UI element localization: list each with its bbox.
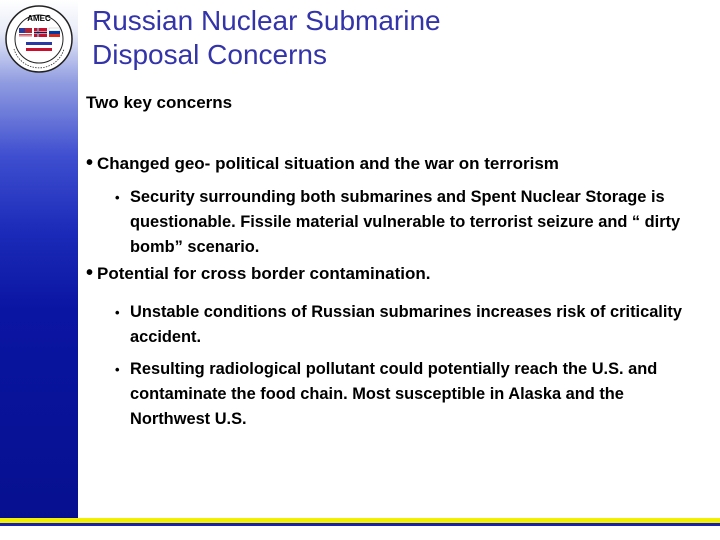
page-title bbox=[92, 4, 712, 72]
sub-bullet-2-1 bbox=[115, 300, 705, 350]
bullet-point-1-text: Changed geo- political situation and the war on terrorism bbox=[97, 154, 559, 173]
bullet-icon: • bbox=[86, 152, 94, 174]
amec-logo-icon bbox=[4, 4, 74, 74]
sub-bullet-icon: • bbox=[115, 190, 120, 205]
bullet-icon: • bbox=[86, 262, 94, 284]
bullet-point-2 bbox=[86, 262, 430, 285]
sub-bullet-2-2 bbox=[115, 357, 705, 432]
sub-bullet-1-1 bbox=[115, 185, 705, 260]
sub-bullet-1-1-text: Security surrounding both submarines and Spent Nuclear Storage is questionable. Fissile material vulnerable to terrorist seizure and “ dirty bomb” scenario. bbox=[130, 188, 681, 256]
intro-text: Two key concerns bbox=[86, 93, 233, 112]
sub-bullet-icon: • bbox=[115, 305, 120, 320]
logo-text: AMEC bbox=[27, 14, 51, 23]
title-line-2: Disposal Concerns bbox=[92, 39, 327, 70]
sidebar-gradient bbox=[0, 0, 78, 518]
sub-bullet-icon: • bbox=[115, 362, 120, 377]
sub-bullet-2-1-text: Unstable conditions of Russian submarines increases risk of criticality accident. bbox=[130, 303, 682, 346]
title-line-1: Russian Nuclear Submarine bbox=[92, 5, 441, 36]
footer-blue-rule bbox=[0, 523, 720, 526]
bullet-point-1 bbox=[86, 152, 559, 175]
sub-bullet-2-2-text: Resulting radiological pollutant could potentially reach the U.S. and contaminate the food chain. Most susceptible in Alaska and the Northwest U.S. bbox=[130, 360, 658, 428]
bullet-point-2-text: Potential for cross border contamination. bbox=[97, 264, 431, 283]
